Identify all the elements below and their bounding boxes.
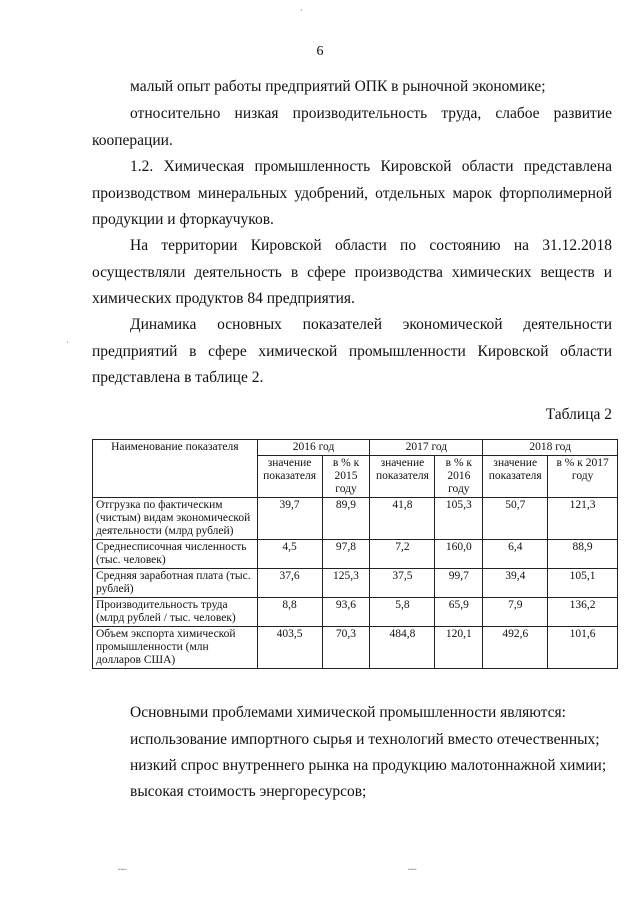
column-subheader: значение показателя — [483, 456, 548, 498]
row-label: Объем экспорта химической промышленности (млн долларов США) — [93, 627, 258, 669]
table-cell: 120,1 — [435, 627, 483, 669]
table-caption: Таблица 2 — [545, 406, 612, 423]
indicators-table — [92, 439, 618, 669]
column-subheader: в % к 2016 году — [435, 456, 483, 498]
table-cell: 89,9 — [322, 498, 370, 540]
row-label: Средняя заработная плата (тыс. рублей) — [93, 569, 258, 598]
table-cell: 93,6 — [322, 598, 370, 627]
paragraph: 1.2. Химическая промышленность Кировской области представлена производством минеральных удобрений, отдельных марок фторполимерной продукции и фторкаучуков. — [92, 158, 612, 228]
table-row — [93, 569, 618, 598]
table-cell: 5,8 — [370, 598, 435, 627]
table-cell: 101,6 — [548, 627, 618, 669]
column-header-year: 2017 год — [370, 440, 483, 456]
table-cell: 8,8 — [257, 598, 322, 627]
paragraph: малый опыт работы предприятий ОПК в рыночной экономике; — [130, 78, 546, 95]
table-cell: 70,3 — [322, 627, 370, 669]
column-header-year: 2018 год — [483, 440, 618, 456]
table-cell: 121,3 — [548, 498, 618, 540]
problem-item: использование импортного сырья и технологий вместо отечественных; — [130, 731, 600, 748]
table-cell: 50,7 — [483, 498, 548, 540]
column-subheader: значение показателя — [370, 456, 435, 498]
table-cell: 6,4 — [483, 540, 548, 569]
table-cell: 136,2 — [548, 598, 618, 627]
scan-speck: · — [300, 6, 303, 15]
scan-speck: ╌╌ — [408, 865, 416, 874]
column-subheader: значение показателя — [257, 456, 322, 498]
paragraph: относительно низкая производительность труда, слабое развитие кооперации. — [92, 105, 612, 149]
table-cell: 492,6 — [483, 627, 548, 669]
page-number: 6 — [316, 44, 324, 59]
problem-item: низкий спрос внутреннего рынка на продукцию малотоннажной химии; — [130, 757, 607, 774]
table-cell: 4,5 — [257, 540, 322, 569]
table-cell: 403,5 — [257, 627, 322, 669]
scan-speck: · — [66, 338, 69, 347]
scan-speck: ╌╌ — [118, 865, 126, 874]
table-row — [93, 598, 618, 627]
paragraph: Динамика основных показателей экономической деятельности предприятий в сфере химической промышленности Кировской области представлена в таблице 2. — [92, 316, 612, 386]
table-cell: 37,5 — [370, 569, 435, 598]
column-subheader: в % к 2017 году — [548, 456, 618, 498]
table-cell: 7,2 — [370, 540, 435, 569]
problem-item: высокая стоимость энергоресурсов; — [130, 783, 367, 800]
table-cell: 7,9 — [483, 598, 548, 627]
table-cell: 105,1 — [548, 569, 618, 598]
table-cell: 484,8 — [370, 627, 435, 669]
table-cell: 65,9 — [435, 598, 483, 627]
table-cell: 39,4 — [483, 569, 548, 598]
row-label: Производительность труда (млрд рублей / тыс. человек) — [93, 598, 258, 627]
table-cell: 105,3 — [435, 498, 483, 540]
table-cell: 160,0 — [435, 540, 483, 569]
column-subheader: в % к 2015 году — [322, 456, 370, 498]
table-cell: 41,8 — [370, 498, 435, 540]
problems-intro: Основными проблемами химической промышленности являются: — [130, 704, 566, 721]
table-cell: 97,8 — [322, 540, 370, 569]
table-row — [93, 540, 618, 569]
column-header-year: 2016 год — [257, 440, 370, 456]
row-label: Отгрузка по фактическим (чистым) видам экономической деятельности (млрд рублей) — [93, 498, 258, 540]
table-row — [93, 627, 618, 669]
table-row — [93, 498, 618, 540]
paragraph: На территории Кировской области по состоянию на 31.12.2018 осуществляли деятельность в сфере производства химических веществ и химических продуктов 84 предприятия. — [92, 237, 612, 307]
table-header-row — [93, 440, 618, 456]
table-cell: 99,7 — [435, 569, 483, 598]
table-cell: 88,9 — [548, 540, 618, 569]
row-label: Среднесписочная численность (тыс. человек) — [93, 540, 258, 569]
table-cell: 37,6 — [257, 569, 322, 598]
table-cell: 125,3 — [322, 569, 370, 598]
column-header-indicator: Наименование показателя — [93, 440, 258, 498]
table-cell: 39,7 — [257, 498, 322, 540]
